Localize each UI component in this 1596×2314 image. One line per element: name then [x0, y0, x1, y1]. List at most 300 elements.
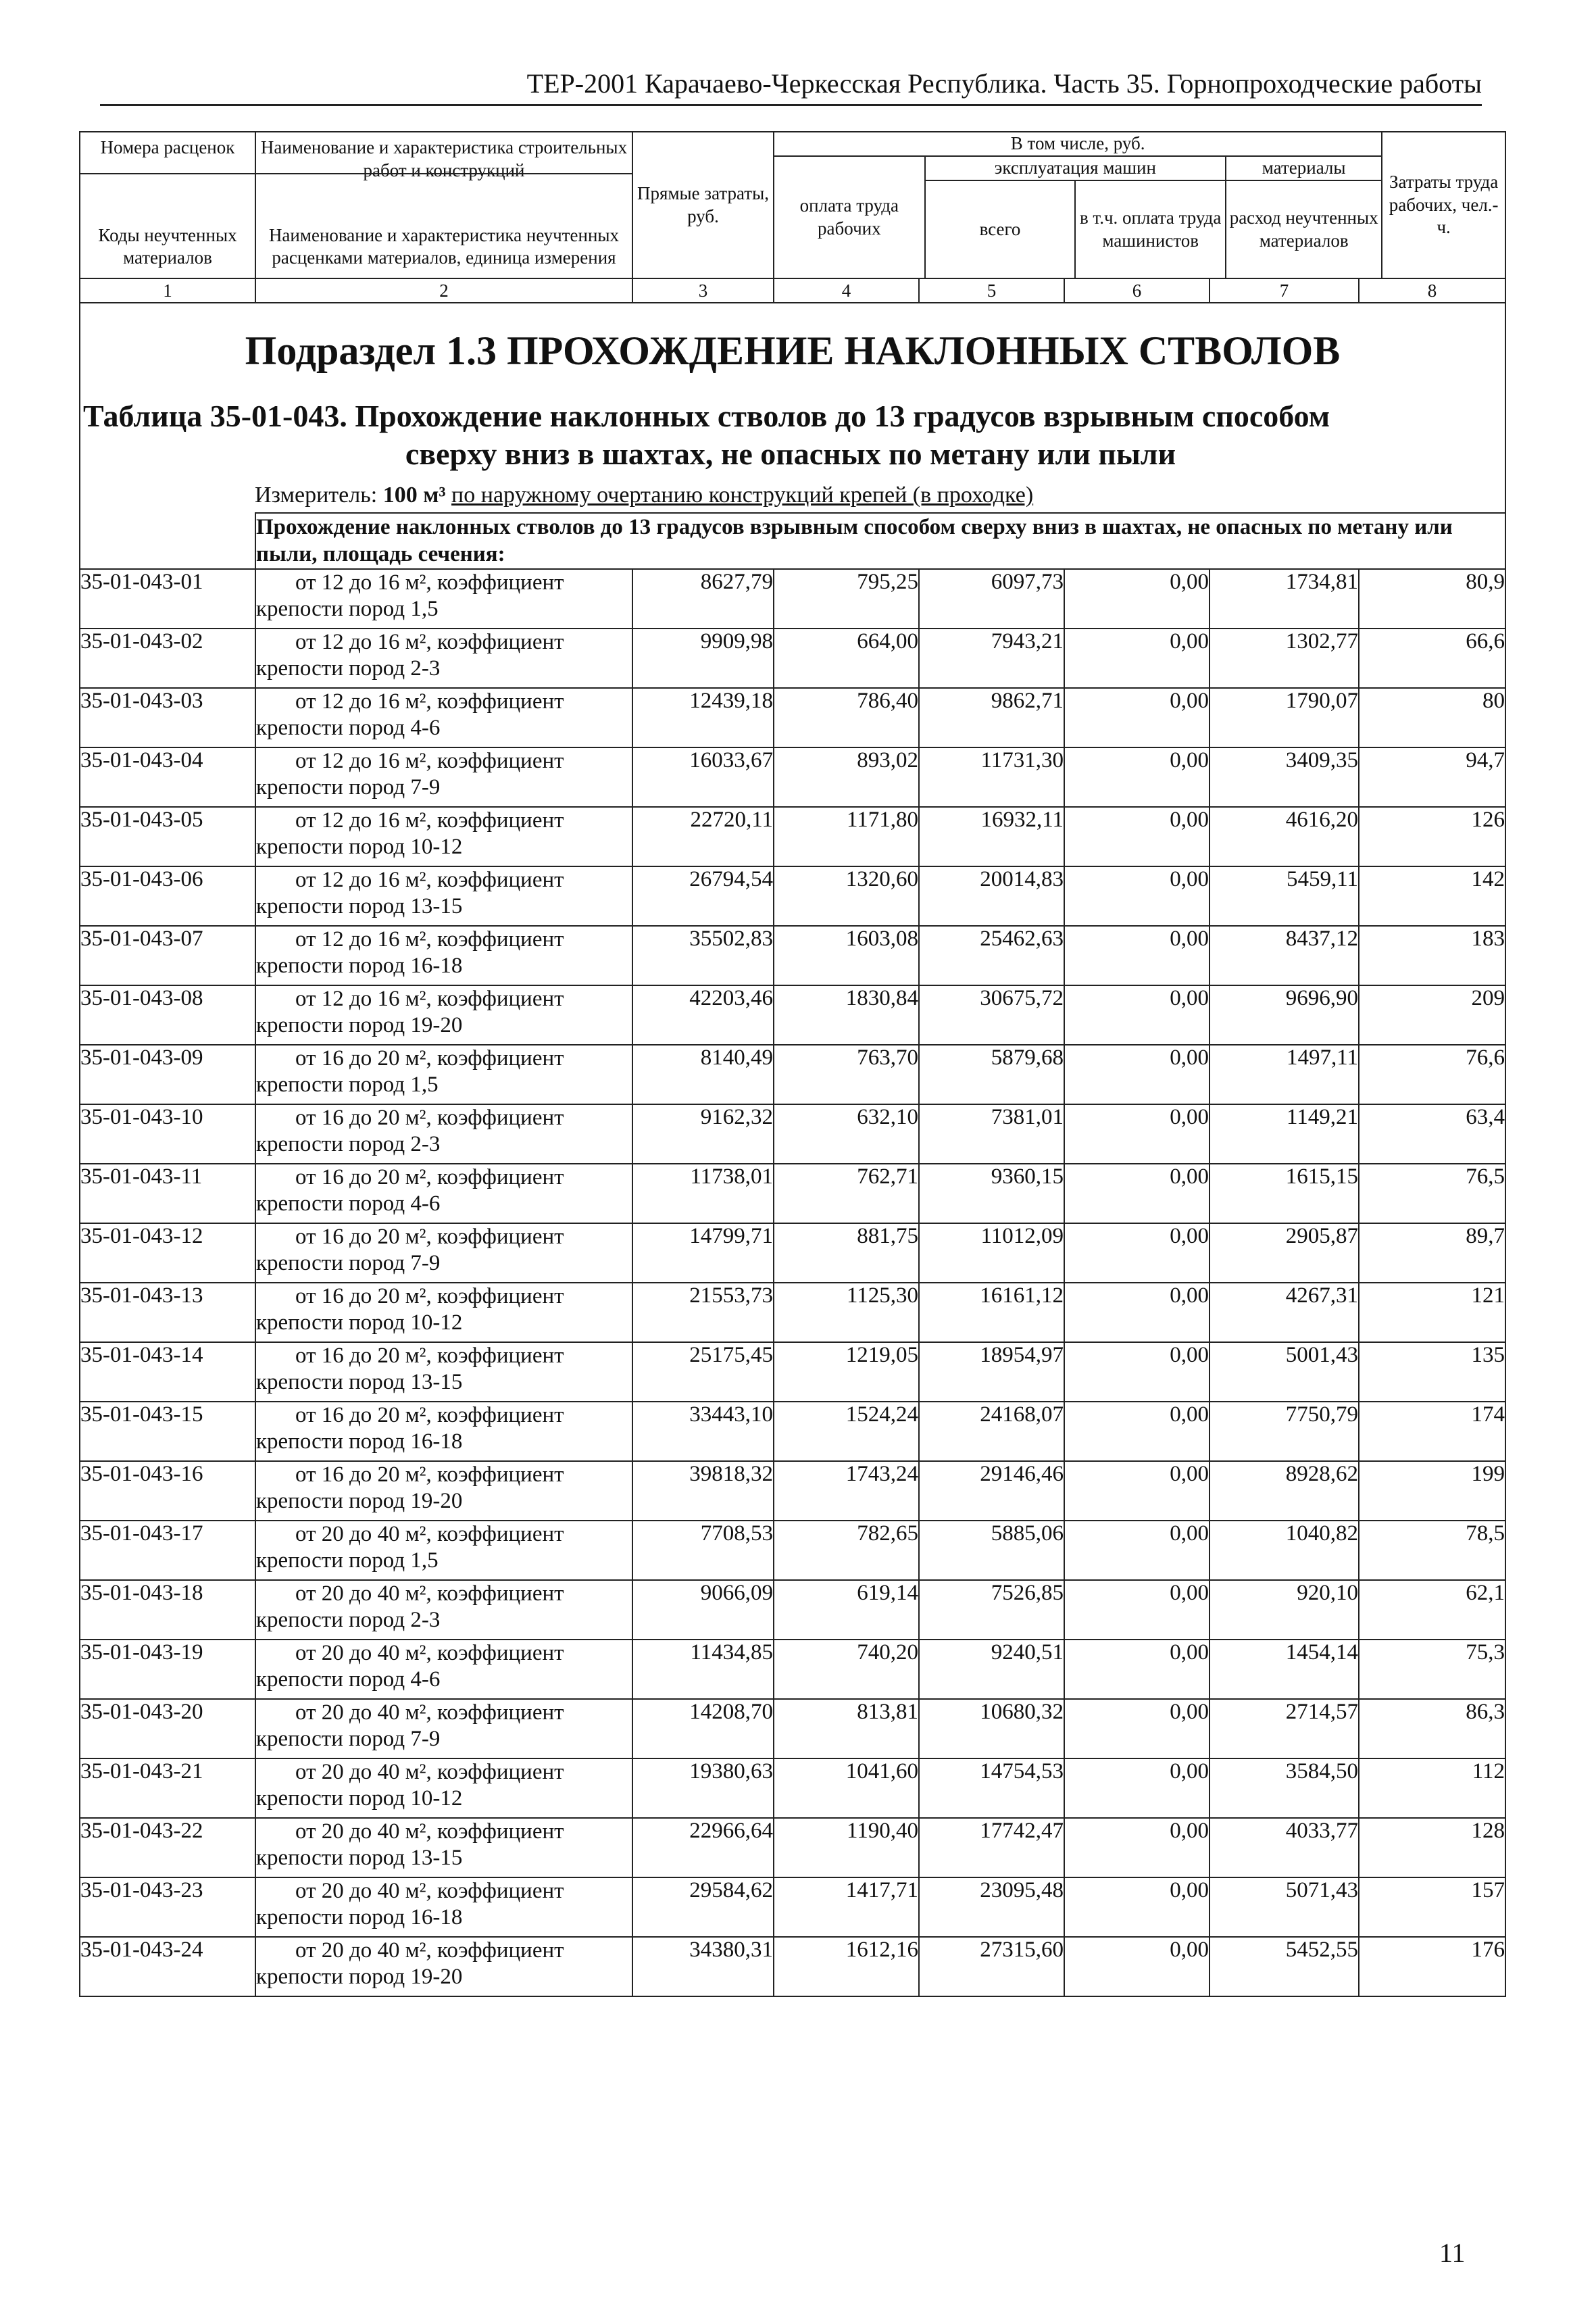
work-name [255, 807, 632, 866]
work-name-line2: крепости пород 7-9 [256, 775, 441, 800]
direct-costs-value: 11434,85 [632, 1640, 774, 1699]
rate-code: 35-01-043-21 [80, 1758, 255, 1818]
col-number: 5 [919, 278, 1064, 303]
worker-pay-value: 762,71 [774, 1164, 919, 1223]
labor-costs-value: 63,4 [1359, 1104, 1505, 1164]
work-name-line2: крепости пород 10-12 [256, 835, 463, 860]
material-use-value: 4616,20 [1210, 807, 1359, 866]
table-row [80, 1342, 1505, 1402]
rate-code: 35-01-043-06 [80, 866, 255, 926]
machine-total-value: 27315,60 [919, 1937, 1064, 1996]
rate-code: 35-01-043-02 [80, 629, 255, 688]
worker-pay-value: 813,81 [774, 1699, 919, 1758]
measure-unit-value: 100 м³ [382, 483, 446, 508]
worker-pay-value: 740,20 [774, 1640, 919, 1699]
col-header-group [774, 132, 1505, 278]
work-name-line1: от 12 до 16 м², коэффициент [295, 689, 564, 714]
machine-total-value: 17742,47 [919, 1818, 1064, 1877]
direct-costs-value: 19380,63 [632, 1758, 774, 1818]
work-name [255, 1342, 632, 1402]
table-row [80, 1521, 1505, 1580]
col-header-names-top: Наименование и характеристика строительных работ и конструкций [260, 137, 628, 180]
work-name-line2: крепости пород 10-12 [256, 1786, 463, 1811]
work-name-line1: от 16 до 20 м², коэффициент [295, 1283, 564, 1308]
work-name-line2: крепости пород 10-12 [256, 1310, 463, 1335]
material-use-value: 4033,77 [1210, 1818, 1359, 1877]
worker-pay-value: 1125,30 [774, 1283, 919, 1342]
operator-pay-value: 0,00 [1064, 1283, 1210, 1342]
material-use-value: 2714,57 [1210, 1699, 1359, 1758]
work-name-line2: крепости пород 16-18 [256, 1905, 463, 1930]
work-name [255, 1045, 632, 1104]
work-name-line2: крепости пород 19-20 [256, 1489, 463, 1514]
machine-total-value: 23095,48 [919, 1877, 1064, 1937]
col-number: 1 [80, 278, 255, 303]
work-name-line2: крепости пород 13-15 [256, 894, 463, 919]
labor-costs-value: 183 [1359, 926, 1505, 985]
work-name-line1: от 12 до 16 м², коэффициент [295, 867, 564, 892]
worker-pay-value: 893,02 [774, 747, 919, 807]
table-row [80, 1818, 1505, 1877]
work-name-line1: от 16 до 20 м², коэффициент [295, 1045, 564, 1070]
col-number: 8 [1359, 278, 1505, 303]
work-name-line1: от 12 до 16 м², коэффициент [295, 808, 564, 833]
work-name-line2: крепости пород 1,5 [256, 597, 439, 622]
col-number: 6 [1064, 278, 1210, 303]
operator-pay-value: 0,00 [1064, 1640, 1210, 1699]
work-name-line1: от 20 до 40 м², коэффициент [295, 1521, 564, 1546]
table-row [80, 1461, 1505, 1521]
table-row [80, 1699, 1505, 1758]
worker-pay-value: 1830,84 [774, 985, 919, 1045]
direct-costs-value: 26794,54 [632, 866, 774, 926]
worker-pay-value: 1219,05 [774, 1342, 919, 1402]
rate-code: 35-01-043-09 [80, 1045, 255, 1104]
labor-costs-value: 142 [1359, 866, 1505, 926]
table-title-line2: сверху вниз в шахтах, не опасных по метану или пыли [405, 437, 1176, 472]
labor-costs-value: 112 [1359, 1758, 1505, 1818]
operator-pay-value: 0,00 [1064, 1402, 1210, 1461]
rate-code: 35-01-043-04 [80, 747, 255, 807]
machine-total-value: 5885,06 [919, 1521, 1064, 1580]
worker-pay-value: 1320,60 [774, 866, 919, 926]
rate-code: 35-01-043-15 [80, 1402, 255, 1461]
machine-total-value: 29146,46 [919, 1461, 1064, 1521]
operator-pay-value: 0,00 [1064, 807, 1210, 866]
work-name-line1: от 20 до 40 м², коэффициент [295, 1819, 564, 1844]
material-use-value: 1302,77 [1210, 629, 1359, 688]
table-row [80, 688, 1505, 747]
operator-pay-value: 0,00 [1064, 1699, 1210, 1758]
work-name-line1: от 20 до 40 м², коэффициент [295, 1759, 564, 1784]
rate-code: 35-01-043-14 [80, 1342, 255, 1402]
operator-pay-value: 0,00 [1064, 569, 1210, 629]
material-use-value: 1734,81 [1210, 569, 1359, 629]
col-header-codes [80, 132, 255, 278]
machine-total-value: 25462,63 [919, 926, 1064, 985]
work-name-line1: от 16 до 20 м², коэффициент [295, 1462, 564, 1487]
labor-costs-value: 76,6 [1359, 1045, 1505, 1104]
table-row [80, 1045, 1505, 1104]
work-name [255, 569, 632, 629]
work-name [255, 1937, 632, 1996]
col-header-codes-bottom: Коды неучтенных материалов [98, 224, 237, 268]
table-row [80, 1580, 1505, 1640]
work-name-line1: от 20 до 40 м², коэффициент [295, 1878, 564, 1903]
direct-costs-value: 9909,98 [632, 629, 774, 688]
labor-costs-value: 80,9 [1359, 569, 1505, 629]
work-name-line2: крепости пород 2-3 [256, 656, 441, 681]
document-header: ТЕР-2001 Карачаево-Черкесская Республика. Часть 35. Горнопроходческие работы [526, 68, 1482, 99]
work-name-line2: крепости пород 4-6 [256, 1191, 441, 1216]
col-header-direct-costs: Прямые затраты, руб. [632, 132, 774, 278]
work-name-line2: крепости пород 7-9 [256, 1727, 441, 1752]
labor-costs-value: 128 [1359, 1818, 1505, 1877]
worker-pay-value: 664,00 [774, 629, 919, 688]
machine-total-value: 9360,15 [919, 1164, 1064, 1223]
material-use-value: 8437,12 [1210, 926, 1359, 985]
table-row [80, 747, 1505, 807]
labor-costs-value: 80 [1359, 688, 1505, 747]
table-row [80, 629, 1505, 688]
direct-costs-value: 14208,70 [632, 1699, 774, 1758]
direct-costs-value: 22720,11 [632, 807, 774, 866]
labor-costs-value: 86,3 [1359, 1699, 1505, 1758]
rate-code: 35-01-043-10 [80, 1104, 255, 1164]
labor-costs-value: 174 [1359, 1402, 1505, 1461]
work-name [255, 688, 632, 747]
machine-total-value: 9240,51 [919, 1640, 1064, 1699]
table-row [80, 1104, 1505, 1164]
work-name-line1: от 20 до 40 м², коэффициент [295, 1938, 564, 1963]
work-name-line1: от 12 до 16 м², коэффициент [295, 570, 564, 595]
material-use-value: 1149,21 [1210, 1104, 1359, 1164]
col-number: 3 [632, 278, 774, 303]
direct-costs-value: 9162,32 [632, 1104, 774, 1164]
operator-pay-value: 0,00 [1064, 1937, 1210, 1996]
rate-code: 35-01-043-11 [80, 1164, 255, 1223]
col-number: 7 [1210, 278, 1359, 303]
work-name [255, 926, 632, 985]
direct-costs-value: 14799,71 [632, 1223, 774, 1283]
rate-code: 35-01-043-18 [80, 1580, 255, 1640]
worker-pay-value: 782,65 [774, 1521, 919, 1580]
col-header-total: всего [925, 180, 1076, 278]
table-row [80, 1640, 1505, 1699]
material-use-value: 4267,31 [1210, 1283, 1359, 1342]
rate-code: 35-01-043-22 [80, 1818, 255, 1877]
direct-costs-value: 39818,32 [632, 1461, 774, 1521]
table-title-line1: Таблица 35-01-043. Прохождение наклонных стволов до 13 градусов взрывным способом [83, 399, 1330, 433]
operator-pay-value: 0,00 [1064, 1818, 1210, 1877]
work-name-line1: от 16 до 20 м², коэффициент [295, 1224, 564, 1249]
rate-code: 35-01-043-16 [80, 1461, 255, 1521]
rate-code: 35-01-043-03 [80, 688, 255, 747]
work-name [255, 1580, 632, 1640]
worker-pay-value: 1190,40 [774, 1818, 919, 1877]
direct-costs-value: 34380,31 [632, 1937, 774, 1996]
labor-costs-value: 78,5 [1359, 1521, 1505, 1580]
worker-pay-value: 619,14 [774, 1580, 919, 1640]
work-name [255, 1699, 632, 1758]
worker-pay-value: 1603,08 [774, 926, 919, 985]
work-name-line2: крепости пород 19-20 [256, 1013, 463, 1038]
direct-costs-value: 12439,18 [632, 688, 774, 747]
labor-costs-value: 176 [1359, 1937, 1505, 1996]
work-name [255, 1164, 632, 1223]
labor-costs-value: 209 [1359, 985, 1505, 1045]
operator-pay-value: 0,00 [1064, 866, 1210, 926]
rate-code: 35-01-043-19 [80, 1640, 255, 1699]
operator-pay-value: 0,00 [1064, 1461, 1210, 1521]
labor-costs-value: 75,3 [1359, 1640, 1505, 1699]
work-name-line1: от 12 до 16 м², коэффициент [295, 986, 564, 1011]
table-row [80, 866, 1505, 926]
material-use-value: 9696,90 [1210, 985, 1359, 1045]
worker-pay-value: 881,75 [774, 1223, 919, 1283]
work-name [255, 1818, 632, 1877]
measure-label: Измеритель: [255, 483, 378, 508]
work-name-line2: крепости пород 7-9 [256, 1251, 441, 1276]
work-name-line1: от 12 до 16 м², коэффициент [295, 927, 564, 952]
material-use-value: 1615,15 [1210, 1164, 1359, 1223]
direct-costs-value: 8627,79 [632, 569, 774, 629]
table-row [80, 1758, 1505, 1818]
worker-pay-value: 632,10 [774, 1104, 919, 1164]
work-name [255, 1758, 632, 1818]
material-use-value: 5452,55 [1210, 1937, 1359, 1996]
direct-costs-value: 9066,09 [632, 1580, 774, 1640]
material-use-value: 3584,50 [1210, 1758, 1359, 1818]
rate-code: 35-01-043-24 [80, 1937, 255, 1996]
table-row [80, 1164, 1505, 1223]
table-row [80, 569, 1505, 629]
material-use-value: 7750,79 [1210, 1402, 1359, 1461]
labor-costs-value: 199 [1359, 1461, 1505, 1521]
direct-costs-value: 22966,64 [632, 1818, 774, 1877]
direct-costs-value: 16033,67 [632, 747, 774, 807]
table-row [80, 1877, 1505, 1937]
group-heading: Прохождение наклонных стволов до 13 градусов взрывным способом сверху вниз в шахтах, не опасных по метану или пыли, площадь сечения: [255, 513, 1505, 569]
labor-costs-value: 126 [1359, 807, 1505, 866]
work-name-line1: от 16 до 20 м², коэффициент [295, 1402, 564, 1427]
worker-pay-value: 1524,24 [774, 1402, 919, 1461]
col-header-labor-costs: Затраты труда рабочих, чел.-ч. [1382, 132, 1505, 278]
labor-costs-value: 66,6 [1359, 629, 1505, 688]
work-name [255, 985, 632, 1045]
direct-costs-value: 29584,62 [632, 1877, 774, 1937]
operator-pay-value: 0,00 [1064, 1580, 1210, 1640]
worker-pay-value: 1041,60 [774, 1758, 919, 1818]
work-name-line1: от 20 до 40 м², коэффициент [295, 1640, 564, 1665]
rate-code: 35-01-043-13 [80, 1283, 255, 1342]
machine-total-value: 9862,71 [919, 688, 1064, 747]
col-header-operator-pay: в т.ч. оплата труда машинистов [1075, 180, 1226, 278]
worker-pay-value: 1171,80 [774, 807, 919, 866]
work-name [255, 866, 632, 926]
work-name [255, 1640, 632, 1699]
machine-total-value: 7526,85 [919, 1580, 1064, 1640]
work-name [255, 1104, 632, 1164]
work-name [255, 1461, 632, 1521]
work-name-line2: крепости пород 1,5 [256, 1073, 439, 1098]
col-header-codes-top: Номера расценок [100, 137, 235, 157]
material-use-value: 1790,07 [1210, 688, 1359, 747]
col-header-names-bottom: Наименование и характеристика неучтенных расценками материалов, единица измерения [268, 224, 620, 268]
work-name-line1: от 20 до 40 м², коэффициент [295, 1581, 564, 1606]
material-use-value: 5459,11 [1210, 866, 1359, 926]
section-block [80, 303, 1505, 513]
rate-code: 35-01-043-01 [80, 569, 255, 629]
machine-total-value: 14754,53 [919, 1758, 1064, 1818]
measure-text: по наружному очертанию конструкций крепей (в проходке) [451, 483, 1034, 508]
page-number: 11 [1439, 2238, 1466, 2268]
col-number: 2 [255, 278, 632, 303]
work-name-line1: от 12 до 16 м², коэффициент [295, 629, 564, 654]
direct-costs-value: 11738,01 [632, 1164, 774, 1223]
direct-costs-value: 35502,83 [632, 926, 774, 985]
direct-costs-value: 8140,49 [632, 1045, 774, 1104]
table-row [80, 985, 1505, 1045]
work-name-line1: от 16 до 20 м², коэффициент [295, 1343, 564, 1368]
col-number: 4 [774, 278, 919, 303]
work-name-line1: от 12 до 16 м², коэффициент [295, 748, 564, 773]
rate-code: 35-01-043-05 [80, 807, 255, 866]
direct-costs-value: 7708,53 [632, 1521, 774, 1580]
work-name [255, 1521, 632, 1580]
header-rule [100, 104, 1482, 106]
worker-pay-value: 795,25 [774, 569, 919, 629]
machine-total-value: 20014,83 [919, 866, 1064, 926]
work-name-line2: крепости пород 19-20 [256, 1965, 463, 1990]
col-header-materials: материалы [1226, 156, 1382, 180]
direct-costs-value: 21553,73 [632, 1283, 774, 1342]
table-row [80, 807, 1505, 866]
machine-total-value: 10680,32 [919, 1699, 1064, 1758]
direct-costs-value: 42203,46 [632, 985, 774, 1045]
machine-total-value: 24168,07 [919, 1402, 1064, 1461]
work-name-line2: крепости пород 4-6 [256, 1667, 441, 1692]
operator-pay-value: 0,00 [1064, 1521, 1210, 1580]
worker-pay-value: 1743,24 [774, 1461, 919, 1521]
material-use-value: 1497,11 [1210, 1045, 1359, 1104]
operator-pay-value: 0,00 [1064, 1045, 1210, 1104]
table-row [80, 1937, 1505, 1996]
material-use-value: 920,10 [1210, 1580, 1359, 1640]
col-header-incl: В том числе, руб. [774, 132, 1382, 156]
rate-code: 35-01-043-07 [80, 926, 255, 985]
work-name-line2: крепости пород 1,5 [256, 1548, 439, 1573]
operator-pay-value: 0,00 [1064, 926, 1210, 985]
rate-code: 35-01-043-20 [80, 1699, 255, 1758]
material-use-value: 1040,82 [1210, 1521, 1359, 1580]
group-spacer [80, 513, 255, 569]
machine-total-value: 18954,97 [919, 1342, 1064, 1402]
labor-costs-value: 76,5 [1359, 1164, 1505, 1223]
material-use-value: 5001,43 [1210, 1342, 1359, 1402]
direct-costs-value: 25175,45 [632, 1342, 774, 1402]
operator-pay-value: 0,00 [1064, 688, 1210, 747]
table-title [80, 395, 1505, 473]
operator-pay-value: 0,00 [1064, 985, 1210, 1045]
rate-code: 35-01-043-17 [80, 1521, 255, 1580]
direct-costs-value: 33443,10 [632, 1402, 774, 1461]
labor-costs-value: 135 [1359, 1342, 1505, 1402]
operator-pay-value: 0,00 [1064, 1877, 1210, 1937]
operator-pay-value: 0,00 [1064, 747, 1210, 807]
worker-pay-value: 786,40 [774, 688, 919, 747]
labor-costs-value: 157 [1359, 1877, 1505, 1937]
operator-pay-value: 0,00 [1064, 629, 1210, 688]
material-use-value: 5071,43 [1210, 1877, 1359, 1937]
rates-table [79, 131, 1506, 1997]
machine-total-value: 7381,01 [919, 1104, 1064, 1164]
machine-total-value: 16161,12 [919, 1283, 1064, 1342]
work-name-line2: крепости пород 13-15 [256, 1370, 463, 1395]
labor-costs-value: 121 [1359, 1283, 1505, 1342]
work-name [255, 1402, 632, 1461]
worker-pay-value: 1417,71 [774, 1877, 919, 1937]
work-name-line1: от 16 до 20 м², коэффициент [295, 1164, 564, 1189]
work-name-line2: крепости пород 16-18 [256, 1429, 463, 1454]
labor-costs-value: 89,7 [1359, 1223, 1505, 1283]
work-name-line2: крепости пород 13-15 [256, 1846, 463, 1871]
machine-total-value: 11731,30 [919, 747, 1064, 807]
machine-total-value: 6097,73 [919, 569, 1064, 629]
work-name [255, 1283, 632, 1342]
worker-pay-value: 763,70 [774, 1045, 919, 1104]
col-header-worker-pay: оплата труда рабочих [774, 156, 925, 278]
material-use-value: 8928,62 [1210, 1461, 1359, 1521]
work-name-line1: от 20 до 40 м², коэффициент [295, 1700, 564, 1725]
machine-total-value: 16932,11 [919, 807, 1064, 866]
material-use-value: 1454,14 [1210, 1640, 1359, 1699]
work-name-line2: крепости пород 16-18 [256, 954, 463, 979]
labor-costs-value: 94,7 [1359, 747, 1505, 807]
work-name [255, 1223, 632, 1283]
machine-total-value: 7943,21 [919, 629, 1064, 688]
work-name [255, 1877, 632, 1937]
operator-pay-value: 0,00 [1064, 1223, 1210, 1283]
work-name [255, 747, 632, 807]
machine-total-value: 11012,09 [919, 1223, 1064, 1283]
rate-code: 35-01-043-12 [80, 1223, 255, 1283]
measure-unit [80, 473, 1505, 512]
work-name-line2: крепости пород 4-6 [256, 716, 441, 741]
operator-pay-value: 0,00 [1064, 1164, 1210, 1223]
labor-costs-value: 62,1 [1359, 1580, 1505, 1640]
machine-total-value: 30675,72 [919, 985, 1064, 1045]
table-row [80, 1402, 1505, 1461]
table-row [80, 1223, 1505, 1283]
col-header-machines: эксплуатация машин [925, 156, 1226, 180]
work-name-line2: крепости пород 2-3 [256, 1132, 441, 1157]
operator-pay-value: 0,00 [1064, 1758, 1210, 1818]
col-header-material-use: расход неучтенных материалов [1229, 207, 1378, 251]
operator-pay-value: 0,00 [1064, 1342, 1210, 1402]
rate-code: 35-01-043-08 [80, 985, 255, 1045]
material-use-value: 2905,87 [1210, 1223, 1359, 1283]
section-title: Подраздел 1.3 ПРОХОЖДЕНИЕ НАКЛОННЫХ СТВОЛОВ [245, 328, 1341, 373]
operator-pay-value: 0,00 [1064, 1104, 1210, 1164]
machine-total-value: 5879,68 [919, 1045, 1064, 1104]
material-use-value: 3409,35 [1210, 747, 1359, 807]
work-name-line1: от 16 до 20 м², коэффициент [295, 1105, 564, 1130]
work-name-line2: крепости пород 2-3 [256, 1608, 441, 1633]
work-name [255, 629, 632, 688]
worker-pay-value: 1612,16 [774, 1937, 919, 1996]
rate-code: 35-01-043-23 [80, 1877, 255, 1937]
